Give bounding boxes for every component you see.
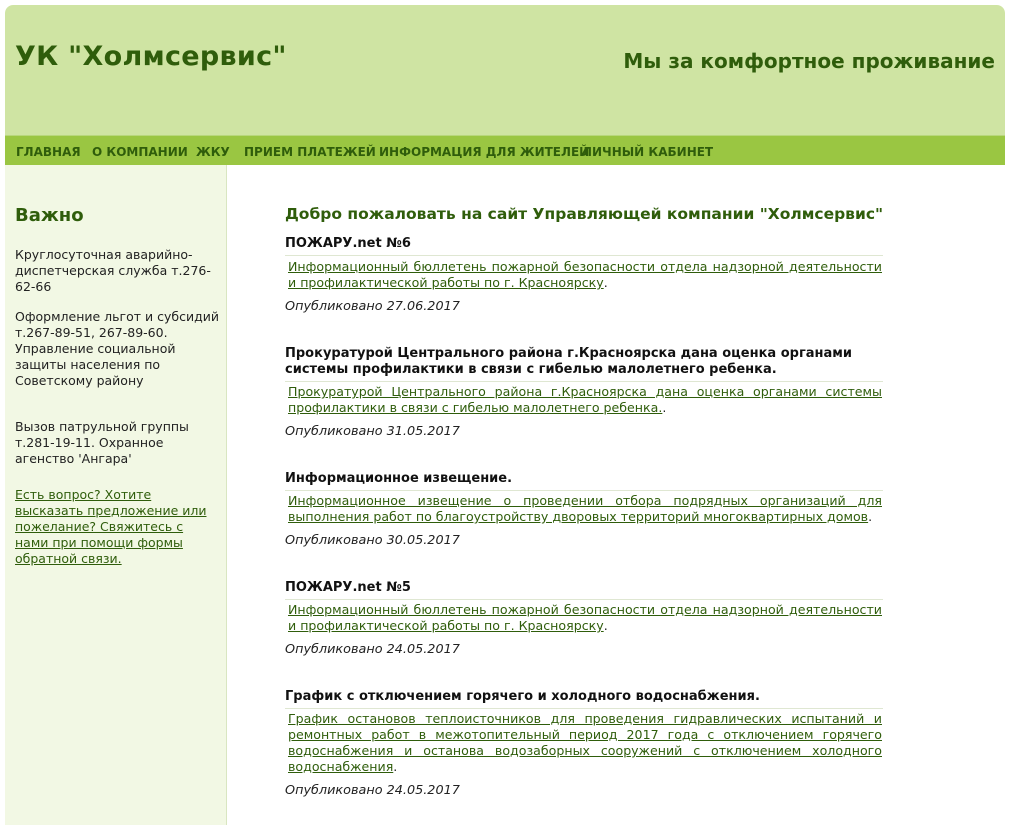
article-title: ПОЖАРУ.net №5: [285, 580, 411, 595]
article-link[interactable]: График остановов теплоисточников для проведения гидравлических испытаний и ремонтных работ в межотопительный период 2017 года с отключением горячего водоснабжения и останова водозаборных сооружений с отключением холодного водоснабжения: [288, 711, 882, 774]
feedback-paragraph: [15, 487, 220, 567]
article-suffix: .: [603, 275, 608, 290]
site-header: [5, 5, 1005, 135]
article-body: [288, 259, 882, 291]
divider: [285, 599, 883, 600]
article-suffix: .: [393, 759, 398, 774]
article-date: Опубликовано 30.05.2017: [285, 533, 460, 548]
site-title[interactable]: УК "Холмсервис": [15, 41, 287, 72]
article-body: [288, 602, 882, 634]
article-body: [288, 711, 882, 775]
article-title: ПОЖАРУ.net №6: [285, 236, 411, 251]
divider: [285, 490, 883, 491]
article-link[interactable]: Информационное извещение о проведении отбора подрядных организаций для выполнения работ по благоустройству дворовых территорий многоквартирных домов: [288, 493, 882, 524]
sidebar: [5, 165, 227, 825]
article-suffix: .: [603, 618, 608, 633]
sidebar-heading: Важно: [15, 205, 84, 226]
article-title: Информационное извещение.: [285, 471, 513, 486]
nav-item-housing[interactable]: ЖКУ: [196, 145, 230, 159]
article-title: График с отключением горячего и холодного водоснабжения.: [285, 689, 760, 704]
article-link[interactable]: Информационный бюллетень пожарной безопасности отдела надзорной деятельности и профилактической работы по г. Красноярску: [288, 602, 882, 633]
article-link[interactable]: Информационный бюллетень пожарной безопасности отдела надзорной деятельности и профилактической работы по г. Красноярску: [288, 259, 882, 290]
article-date: Опубликовано 24.05.2017: [285, 783, 460, 798]
article-date: Опубликовано 31.05.2017: [285, 424, 460, 439]
main-content: [227, 165, 1005, 825]
article-link[interactable]: Прокуратурой Центрального района г.Красноярска дана оценка органами системы профилактики в связи с гибелью малолетнего ребенка.: [288, 384, 882, 415]
divider: [285, 381, 883, 382]
site-slogan: Мы за комфортное проживание: [623, 49, 995, 73]
divider: [285, 255, 883, 256]
nav-item-personal-account[interactable]: ЛИЧНЫЙ КАБИНЕТ: [582, 145, 714, 159]
article-date: Опубликовано 24.05.2017: [285, 642, 460, 657]
article-date: Опубликовано 27.06.2017: [285, 299, 460, 314]
article-suffix: .: [868, 509, 873, 524]
nav-item-about[interactable]: О КОМПАНИИ: [92, 145, 188, 159]
benefits-text: Оформление льгот и субсидий т.267-89-51, 267-89-60. Управление социальной защиты населения по Советскому району: [15, 309, 219, 388]
nav-item-payments[interactable]: ПРИЕМ ПЛАТЕЖЕЙ: [244, 145, 376, 159]
article-body: [288, 493, 882, 525]
welcome-heading: Добро пожаловать на сайт Управляющей компании "Холмсервис": [285, 205, 884, 223]
nav-item-home[interactable]: ГЛАВНАЯ: [16, 145, 81, 159]
article-suffix: .: [662, 400, 667, 415]
emergency-service-text: Круглосуточная аварийно-диспетчерская служба т.276-62-66: [15, 247, 211, 294]
article-body: [288, 384, 882, 416]
nav-item-residents-info[interactable]: ИНФОРМАЦИЯ ДЛЯ ЖИТЕЛЕЙ: [379, 145, 590, 159]
main-nav: [5, 135, 1005, 166]
article-title: Прокуратурой Центрального района г.Красноярска дана оценка органами системы профилактики в связи с гибелью малолетнего ребенка.: [285, 346, 853, 377]
feedback-link[interactable]: Есть вопрос? Хотите высказать предложение или пожелание? Свяжитесь с нами при помощи формы обратной связи.: [15, 487, 207, 566]
divider: [285, 708, 883, 709]
patrol-text: Вызов патрульной группы т.281-19-11. Охранное агенство 'Ангара': [15, 419, 189, 466]
page: [5, 5, 1005, 825]
